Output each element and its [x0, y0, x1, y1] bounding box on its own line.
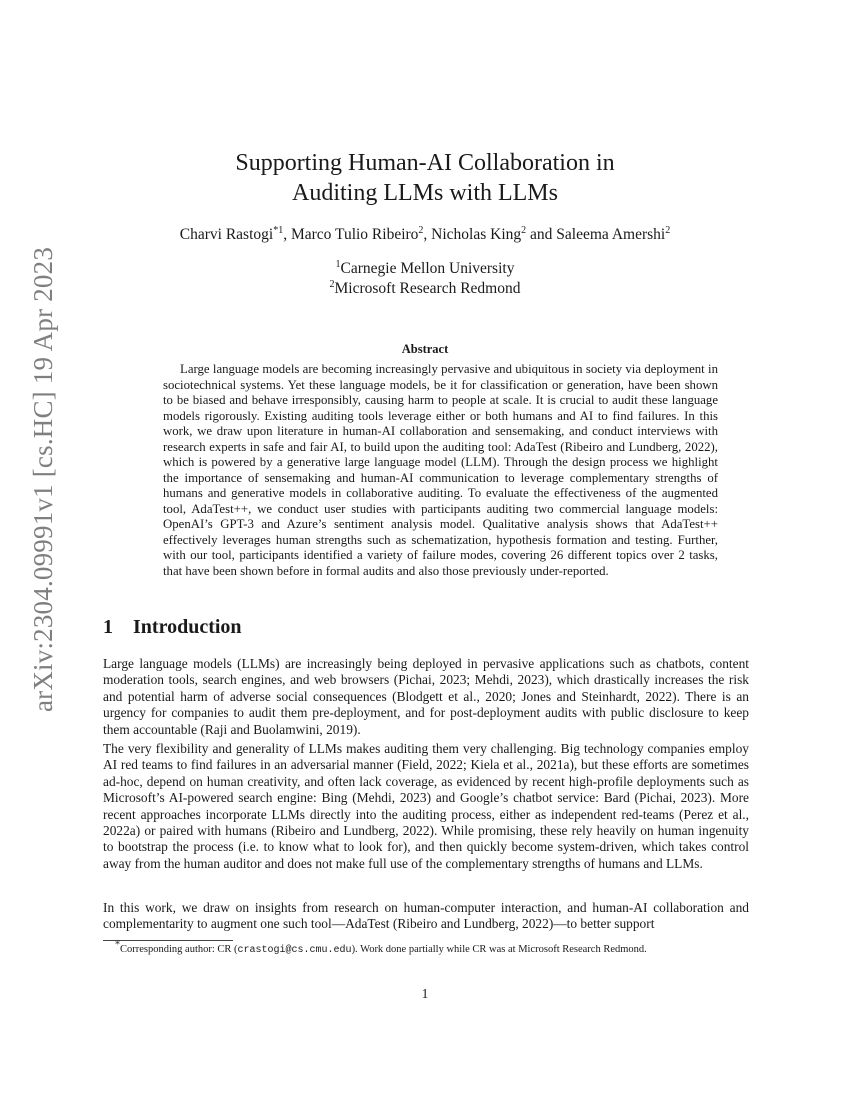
body-paragraph: The very flexibility and generality of LLMs makes auditing them very challenging. Big technology companies employ AI red teams to find failures in an adversarial manner (Field, 2022; Kiela et al., 2021a), but these efforts are sometimes ad-hoc, depend on human creativity, and often lack coverage, as evidenced by recent high-profile deployments such as Microsoft’s AI-powered search engine: Bing (Mehdi, 2023) and Google’s chatbot service: Bard (Pichai, 2023). More recent approaches incorporate LLMs directly into the auditing process, either as independent red-teams (Perez et al., 2022a) or paired with humans (Ribeiro and Lundberg, 2022). While promising, these rely heavily on human ingenuity to bootstrap the process (i.e. to know what to look for), and then quickly become system-driven, which takes control away from the human auditor and does not make full use of the complementary strengths of humans and LLMs.: [103, 741, 749, 871]
author-name: Saleema Amershi: [556, 226, 666, 243]
author-affil-mark: *1: [273, 224, 284, 236]
title-line-2: Auditing LLMs with LLMs: [291, 180, 558, 206]
section-title: Introduction: [133, 616, 242, 638]
author-affil-mark: 2: [418, 224, 424, 236]
author-name: Marco Tulio Ribeiro: [290, 226, 419, 243]
author-name: Nicholas King: [431, 226, 522, 243]
page-number: 1: [421, 986, 429, 1001]
affiliation-mark: 1: [335, 258, 341, 270]
affiliation: [0, 279, 850, 299]
abstract-heading: Abstract: [401, 342, 449, 356]
arxiv-identifier: arXiv:2304.09991v1 [cs.HC] 19 Apr 2023: [28, 246, 59, 712]
author-affil-mark: 2: [521, 224, 527, 236]
footnote: [103, 939, 749, 956]
footnote-mark: *: [115, 939, 120, 951]
footnote-rule: [103, 940, 233, 941]
author-affil-mark: 2: [665, 224, 671, 236]
affiliation: [0, 259, 850, 279]
footnote-suffix: ). Work done partially while CR was at Microsoft Research Redmond.: [351, 944, 647, 955]
affiliation-name: Microsoft Research Redmond: [334, 280, 521, 297]
abstract-text: Large language models are becoming increasingly pervasive and ubiquitous in society via deployment in sociotechnical systems. Yet these language models, be it for classification or generation, have been shown to be biased and behave irresponsibly, causing harm to people at scale. It is crucial to audit these language models rigorously. Existing auditing tools leverage either or both humans and AI to find failures. In this work, we draw upon literature in human-AI collaboration and sensemaking, and conduct interviews with research experts in safe and fair AI, to build upon the auditing tool: AdaTest (Ribeiro and Lundberg, 2022), which is powered by a generative large language model (LLM). Through the design process we highlight the importance of sensemaking and human-AI communication to leverage complementary strengths of humans and generative models in collaborative auditing. To evaluate the effectiveness of the augmented tool, AdaTest++, we conduct user studies with participants auditing two commercial language models: OpenAI’s GPT-3 and Azure’s sentiment analysis model. Qualitative analysis shows that AdaTest++ effectively leverages human strengths such as schematization, hypothesis formation and testing. Further, with our tool, participants identified a variety of failure modes, covering 26 different topics over 2 tasks, that have been shown before in formal audits and also those previously under-reported.: [163, 362, 718, 578]
affiliation-list: [0, 259, 850, 299]
section-number: 1: [103, 616, 113, 638]
author-name: Charvi Rastogi: [179, 226, 274, 243]
footnote-prefix: Corresponding author: CR (: [120, 944, 238, 955]
section-heading: [103, 616, 242, 639]
body-paragraph: In this work, we draw on insights from research on human-computer interaction, and human-AI collaboration and complementarity to augment one such tool—AdaTest (Ribeiro and Lundberg, 2022)—to better support: [103, 900, 749, 932]
affiliation-name: Carnegie Mellon University: [340, 260, 515, 277]
body-paragraph: Large language models (LLMs) are increasingly being deployed in pervasive applications such as chatbots, content moderation tools, search engines, and web browsers (Pichai, 2023; Mehdi, 2023), which drastically increases the risk and potential harm of adverse social consequences (Blodgett et al., 2020; Jones and Steinhardt, 2022). There is an urgency for companies to audit them pre-deployment, and for post-deployment audits with public disclosure to keep them accountable (Raji and Buolamwini, 2019).: [103, 656, 749, 737]
title-line-1: Supporting Human-AI Collaboration in: [235, 150, 615, 176]
affiliation-mark: 2: [329, 278, 335, 290]
author-list: Charvi Rastogi$^{*1}$, Marco Tulio Ribeiro$^2$, Nicholas King$^2$ and Saleema Amershi$^2$: [179, 224, 671, 243]
paper-title: [0, 148, 850, 208]
footnote-email-link[interactable]: crastogi@cs.cmu.edu: [237, 945, 352, 956]
